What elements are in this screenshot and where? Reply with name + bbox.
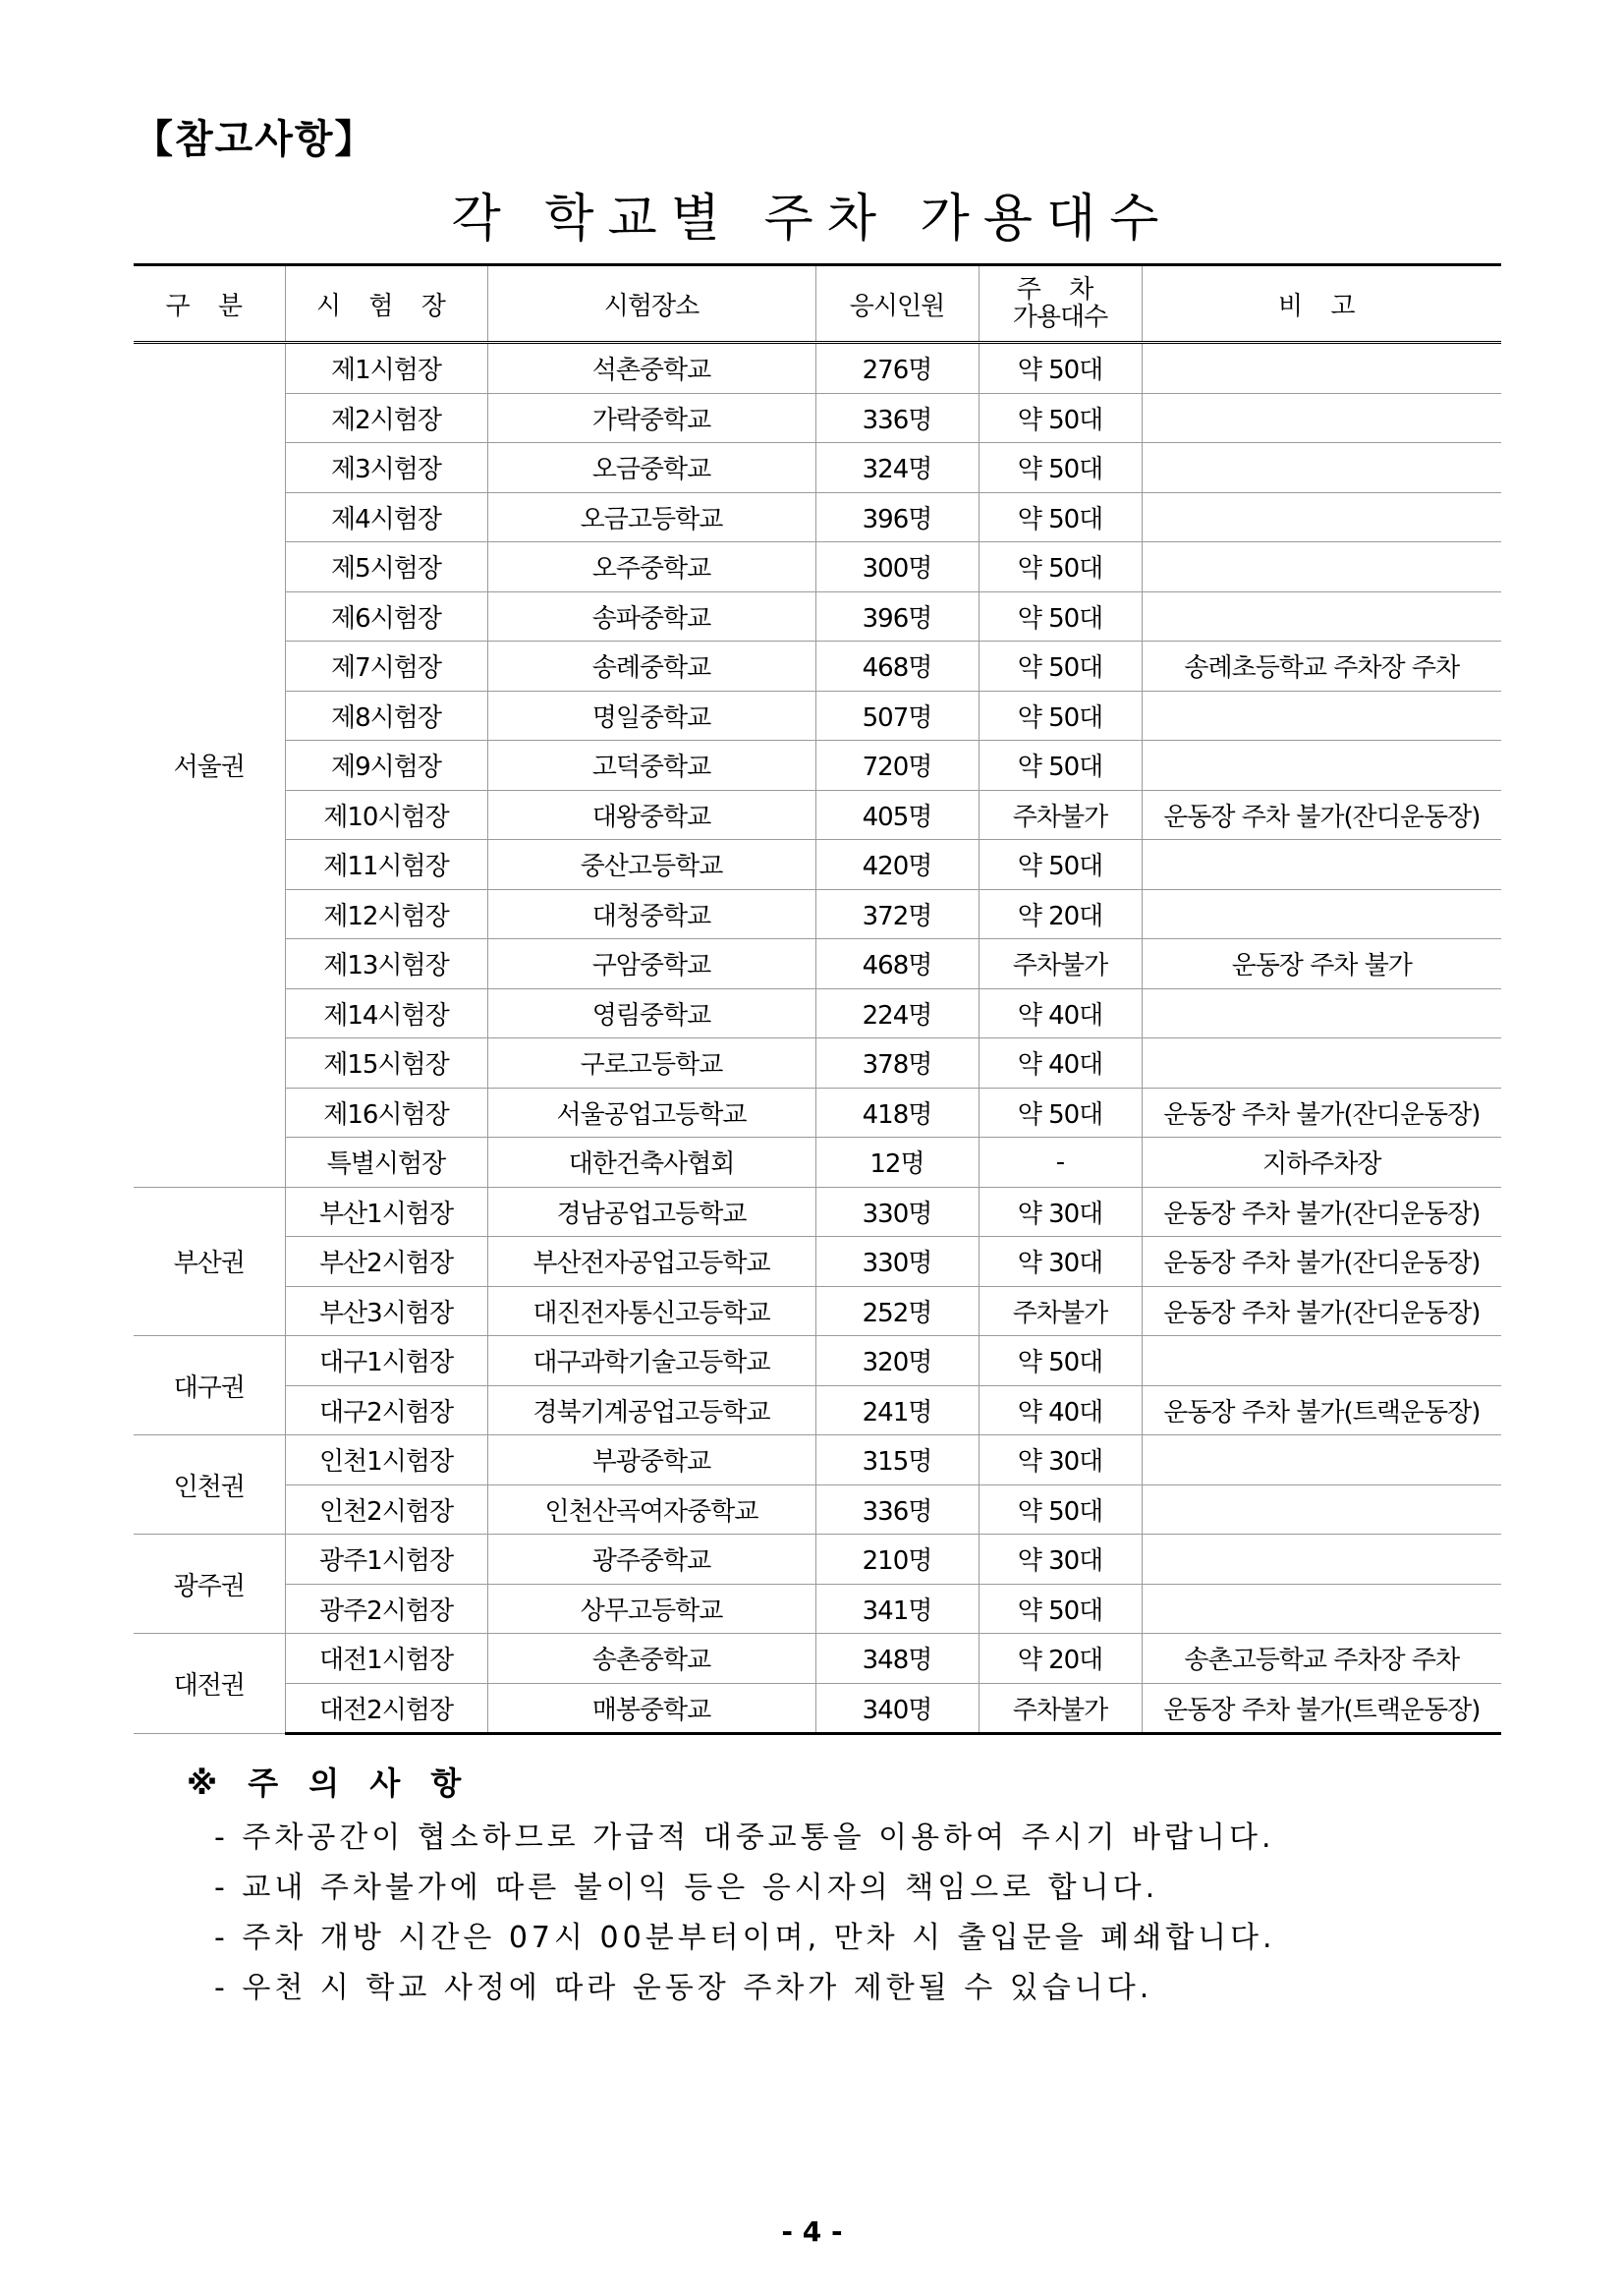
table-row [134, 741, 1501, 791]
parking-cell: 약 40대 [979, 988, 1142, 1038]
parking-cell: 약 40대 [979, 1038, 1142, 1089]
applicants-cell: 330명 [815, 1237, 979, 1287]
school-cell: 서울공업고등학교 [487, 1088, 815, 1138]
venue-cell: 대전1시험장 [285, 1634, 487, 1684]
applicants-cell: 348명 [815, 1634, 979, 1684]
notes-cell [1142, 1535, 1501, 1585]
venue-cell: 인천2시험장 [285, 1484, 487, 1535]
parking-cell: 약 50대 [979, 840, 1142, 890]
applicants-cell: 340명 [815, 1683, 979, 1734]
header-applicants: 응시인원 [815, 265, 979, 343]
venue-cell: 대구2시험장 [285, 1385, 487, 1435]
school-cell: 대한건축사협회 [487, 1138, 815, 1188]
notes-cell [1142, 443, 1501, 493]
venue-cell: 인천1시험장 [285, 1435, 487, 1485]
venue-cell: 제2시험장 [285, 393, 487, 443]
parking-cell: 약 20대 [979, 1634, 1142, 1684]
applicants-cell: 252명 [815, 1286, 979, 1336]
school-cell: 오금고등학교 [487, 492, 815, 542]
school-cell: 오금중학교 [487, 443, 815, 493]
venue-cell: 대전2시험장 [285, 1683, 487, 1734]
parking-cell: 약 50대 [979, 1088, 1142, 1138]
applicants-cell: 241명 [815, 1385, 979, 1435]
notes-cell [1142, 393, 1501, 443]
venue-cell: 부산3시험장 [285, 1286, 487, 1336]
notes-cell [1142, 988, 1501, 1038]
notes-cell [1142, 1484, 1501, 1535]
parking-cell: 약 30대 [979, 1435, 1142, 1485]
parking-cell: 약 50대 [979, 393, 1142, 443]
parking-cell: 약 20대 [979, 889, 1142, 939]
table-row [134, 1237, 1501, 1287]
parking-cell: 약 50대 [979, 542, 1142, 592]
parking-cell: 약 30대 [979, 1187, 1142, 1237]
header-region: 구 분 [134, 265, 285, 343]
school-cell: 부산전자공업고등학교 [487, 1237, 815, 1287]
table-row [134, 1535, 1501, 1585]
notes-cell [1142, 542, 1501, 592]
notes-cell [1142, 492, 1501, 542]
notes-cell [1142, 343, 1501, 394]
school-cell: 구로고등학교 [487, 1038, 815, 1089]
school-cell: 명일중학교 [487, 691, 815, 741]
region-cell: 인천권 [134, 1435, 285, 1535]
table-row [134, 343, 1501, 394]
notice-heading: ※ 주 의 사 항 [187, 1764, 472, 1802]
venue-cell: 제7시험장 [285, 642, 487, 692]
school-cell: 가락중학교 [487, 393, 815, 443]
applicants-cell: 720명 [815, 741, 979, 791]
table-row [134, 492, 1501, 542]
venue-cell: 광주2시험장 [285, 1584, 487, 1634]
parking-cell: 약 50대 [979, 1336, 1142, 1386]
parking-cell: 약 50대 [979, 642, 1142, 692]
school-cell: 영림중학교 [487, 988, 815, 1038]
school-cell: 대진전자통신고등학교 [487, 1286, 815, 1336]
region-cell: 광주권 [134, 1535, 285, 1634]
applicants-cell: 315명 [815, 1435, 979, 1485]
venue-cell: 제10시험장 [285, 790, 487, 840]
school-cell: 부광중학교 [487, 1435, 815, 1485]
table-row [134, 790, 1501, 840]
school-cell: 석촌중학교 [487, 343, 815, 394]
parking-cell: 약 50대 [979, 1484, 1142, 1535]
venue-cell: 특별시험장 [285, 1138, 487, 1188]
table-row [134, 1286, 1501, 1336]
page-number: - 4 - [781, 2215, 843, 2248]
table-row [134, 1336, 1501, 1386]
parking-cell: 주차불가 [979, 790, 1142, 840]
header-notes: 비 고 [1142, 265, 1501, 343]
notes-cell: 운동장 주차 불가(트랙운동장) [1142, 1385, 1501, 1435]
applicants-cell: 418명 [815, 1088, 979, 1138]
table-row [134, 1088, 1501, 1138]
notes-cell: 송촌고등학교 주차장 주차 [1142, 1634, 1501, 1684]
venue-cell: 제8시험장 [285, 691, 487, 741]
applicants-cell: 336명 [815, 393, 979, 443]
applicants-cell: 210명 [815, 1535, 979, 1585]
notes-cell: 운동장 주차 불가 [1142, 939, 1501, 989]
venue-cell: 제16시험장 [285, 1088, 487, 1138]
parking-cell: 약 50대 [979, 741, 1142, 791]
table-row [134, 1634, 1501, 1684]
table-row [134, 1435, 1501, 1485]
school-cell: 대왕중학교 [487, 790, 815, 840]
region-cell: 부산권 [134, 1187, 285, 1336]
parking-cell: 약 30대 [979, 1535, 1142, 1585]
school-cell: 고덕중학교 [487, 741, 815, 791]
school-cell: 송촌중학교 [487, 1634, 815, 1684]
notice-item: - 우천 시 학교 사정에 따라 운동장 주차가 제한될 수 있습니다. [214, 1971, 1153, 2005]
venue-cell: 부산2시험장 [285, 1237, 487, 1287]
table-row [134, 591, 1501, 642]
applicants-cell: 378명 [815, 1038, 979, 1089]
notes-cell [1142, 1435, 1501, 1485]
applicants-cell: 341명 [815, 1584, 979, 1634]
notes-cell: 운동장 주차 불가(잔디운동장) [1142, 1237, 1501, 1287]
venue-cell: 제11시험장 [285, 840, 487, 890]
school-cell: 대청중학교 [487, 889, 815, 939]
school-cell: 경남공업고등학교 [487, 1187, 815, 1237]
parking-cell: 약 40대 [979, 1385, 1142, 1435]
applicants-cell: 396명 [815, 591, 979, 642]
parking-cell: 주차불가 [979, 939, 1142, 989]
notes-cell [1142, 1584, 1501, 1634]
parking-cell: - [979, 1138, 1142, 1188]
table-header-row [134, 265, 1501, 343]
table-row [134, 1187, 1501, 1237]
applicants-cell: 396명 [815, 492, 979, 542]
notes-cell: 지하주차장 [1142, 1138, 1501, 1188]
table-row [134, 1683, 1501, 1734]
applicants-cell: 320명 [815, 1336, 979, 1386]
school-cell: 구암중학교 [487, 939, 815, 989]
table-row [134, 642, 1501, 692]
table-row [134, 1385, 1501, 1435]
header-venue: 시 험 장 [285, 265, 487, 343]
applicants-cell: 372명 [815, 889, 979, 939]
school-cell: 중산고등학교 [487, 840, 815, 890]
parking-cell: 약 50대 [979, 343, 1142, 394]
table-row [134, 393, 1501, 443]
table-row [134, 1138, 1501, 1188]
applicants-cell: 336명 [815, 1484, 979, 1535]
reference-heading: 【참고사항】 [134, 117, 376, 162]
table-row [134, 542, 1501, 592]
notes-cell: 운동장 주차 불가(잔디운동장) [1142, 1088, 1501, 1138]
venue-cell: 대구1시험장 [285, 1336, 487, 1386]
applicants-cell: 324명 [815, 443, 979, 493]
applicants-cell: 468명 [815, 939, 979, 989]
venue-cell: 제15시험장 [285, 1038, 487, 1089]
header-parking-line1: 주 차 [1016, 275, 1104, 305]
notice-list [214, 1813, 1276, 2013]
venue-cell: 제1시험장 [285, 343, 487, 394]
notes-cell [1142, 1038, 1501, 1089]
applicants-cell: 300명 [815, 542, 979, 592]
applicants-cell: 330명 [815, 1187, 979, 1237]
school-cell: 상무고등학교 [487, 1584, 815, 1634]
parking-cell: 약 50대 [979, 443, 1142, 493]
region-cell: 대전권 [134, 1634, 285, 1734]
table-row [134, 1484, 1501, 1535]
school-cell: 광주중학교 [487, 1535, 815, 1585]
notes-cell [1142, 741, 1501, 791]
parking-cell: 주차불가 [979, 1683, 1142, 1734]
parking-cell: 약 30대 [979, 1237, 1142, 1287]
parking-table [134, 263, 1501, 1735]
page-title: 각 학교별 주차 가용대수 [451, 190, 1173, 249]
venue-cell: 제13시험장 [285, 939, 487, 989]
table-row [134, 939, 1501, 989]
table-row [134, 691, 1501, 741]
applicants-cell: 507명 [815, 691, 979, 741]
region-cell: 대구권 [134, 1336, 285, 1435]
table-row [134, 443, 1501, 493]
applicants-cell: 468명 [815, 642, 979, 692]
venue-cell: 광주1시험장 [285, 1535, 487, 1585]
table-row [134, 840, 1501, 890]
applicants-cell: 12명 [815, 1138, 979, 1188]
parking-cell: 약 50대 [979, 591, 1142, 642]
notes-cell [1142, 840, 1501, 890]
venue-cell: 부산1시험장 [285, 1187, 487, 1237]
parking-cell: 주차불가 [979, 1286, 1142, 1336]
applicants-cell: 420명 [815, 840, 979, 890]
header-parking-line2: 가용대수 [1012, 303, 1108, 332]
school-cell: 대구과학기술고등학교 [487, 1336, 815, 1386]
venue-cell: 제9시험장 [285, 741, 487, 791]
region-cell: 서울권 [134, 343, 285, 1188]
table-row [134, 988, 1501, 1038]
applicants-cell: 276명 [815, 343, 979, 394]
venue-cell: 제5시험장 [285, 542, 487, 592]
notes-cell [1142, 591, 1501, 642]
header-school: 시험장소 [487, 265, 815, 343]
notes-cell [1142, 1336, 1501, 1386]
school-cell: 오주중학교 [487, 542, 815, 592]
table-row [134, 1038, 1501, 1089]
school-cell: 송파중학교 [487, 591, 815, 642]
venue-cell: 제6시험장 [285, 591, 487, 642]
applicants-cell: 224명 [815, 988, 979, 1038]
table-row [134, 889, 1501, 939]
notice-item: - 교내 주차불가에 따른 불이익 등은 응시자의 책임으로 합니다. [214, 1871, 1159, 1905]
venue-cell: 제14시험장 [285, 988, 487, 1038]
venue-cell: 제3시험장 [285, 443, 487, 493]
venue-cell: 제4시험장 [285, 492, 487, 542]
applicants-cell: 405명 [815, 790, 979, 840]
notice-item: - 주차 개방 시간은 07시 00분부터이며, 만차 시 출입문을 폐쇄합니다. [214, 1921, 1276, 1955]
notes-cell: 운동장 주차 불가(잔디운동장) [1142, 790, 1501, 840]
notes-cell: 송례초등학교 주차장 주차 [1142, 642, 1501, 692]
table-row [134, 1584, 1501, 1634]
notes-cell: 운동장 주차 불가(잔디운동장) [1142, 1286, 1501, 1336]
notes-cell: 운동장 주차 불가(트랙운동장) [1142, 1683, 1501, 1734]
school-cell: 경북기계공업고등학교 [487, 1385, 815, 1435]
school-cell: 매봉중학교 [487, 1683, 815, 1734]
parking-cell: 약 50대 [979, 691, 1142, 741]
parking-cell: 약 50대 [979, 1584, 1142, 1634]
venue-cell: 제12시험장 [285, 889, 487, 939]
parking-cell: 약 50대 [979, 492, 1142, 542]
notes-cell [1142, 889, 1501, 939]
notes-cell [1142, 691, 1501, 741]
school-cell: 인천산곡여자중학교 [487, 1484, 815, 1535]
notice-item: - 주차공간이 협소하므로 가급적 대중교통을 이용하여 주시기 바랍니다. [214, 1820, 1275, 1855]
header-parking [979, 265, 1142, 343]
notes-cell: 운동장 주차 불가(잔디운동장) [1142, 1187, 1501, 1237]
school-cell: 송례중학교 [487, 642, 815, 692]
